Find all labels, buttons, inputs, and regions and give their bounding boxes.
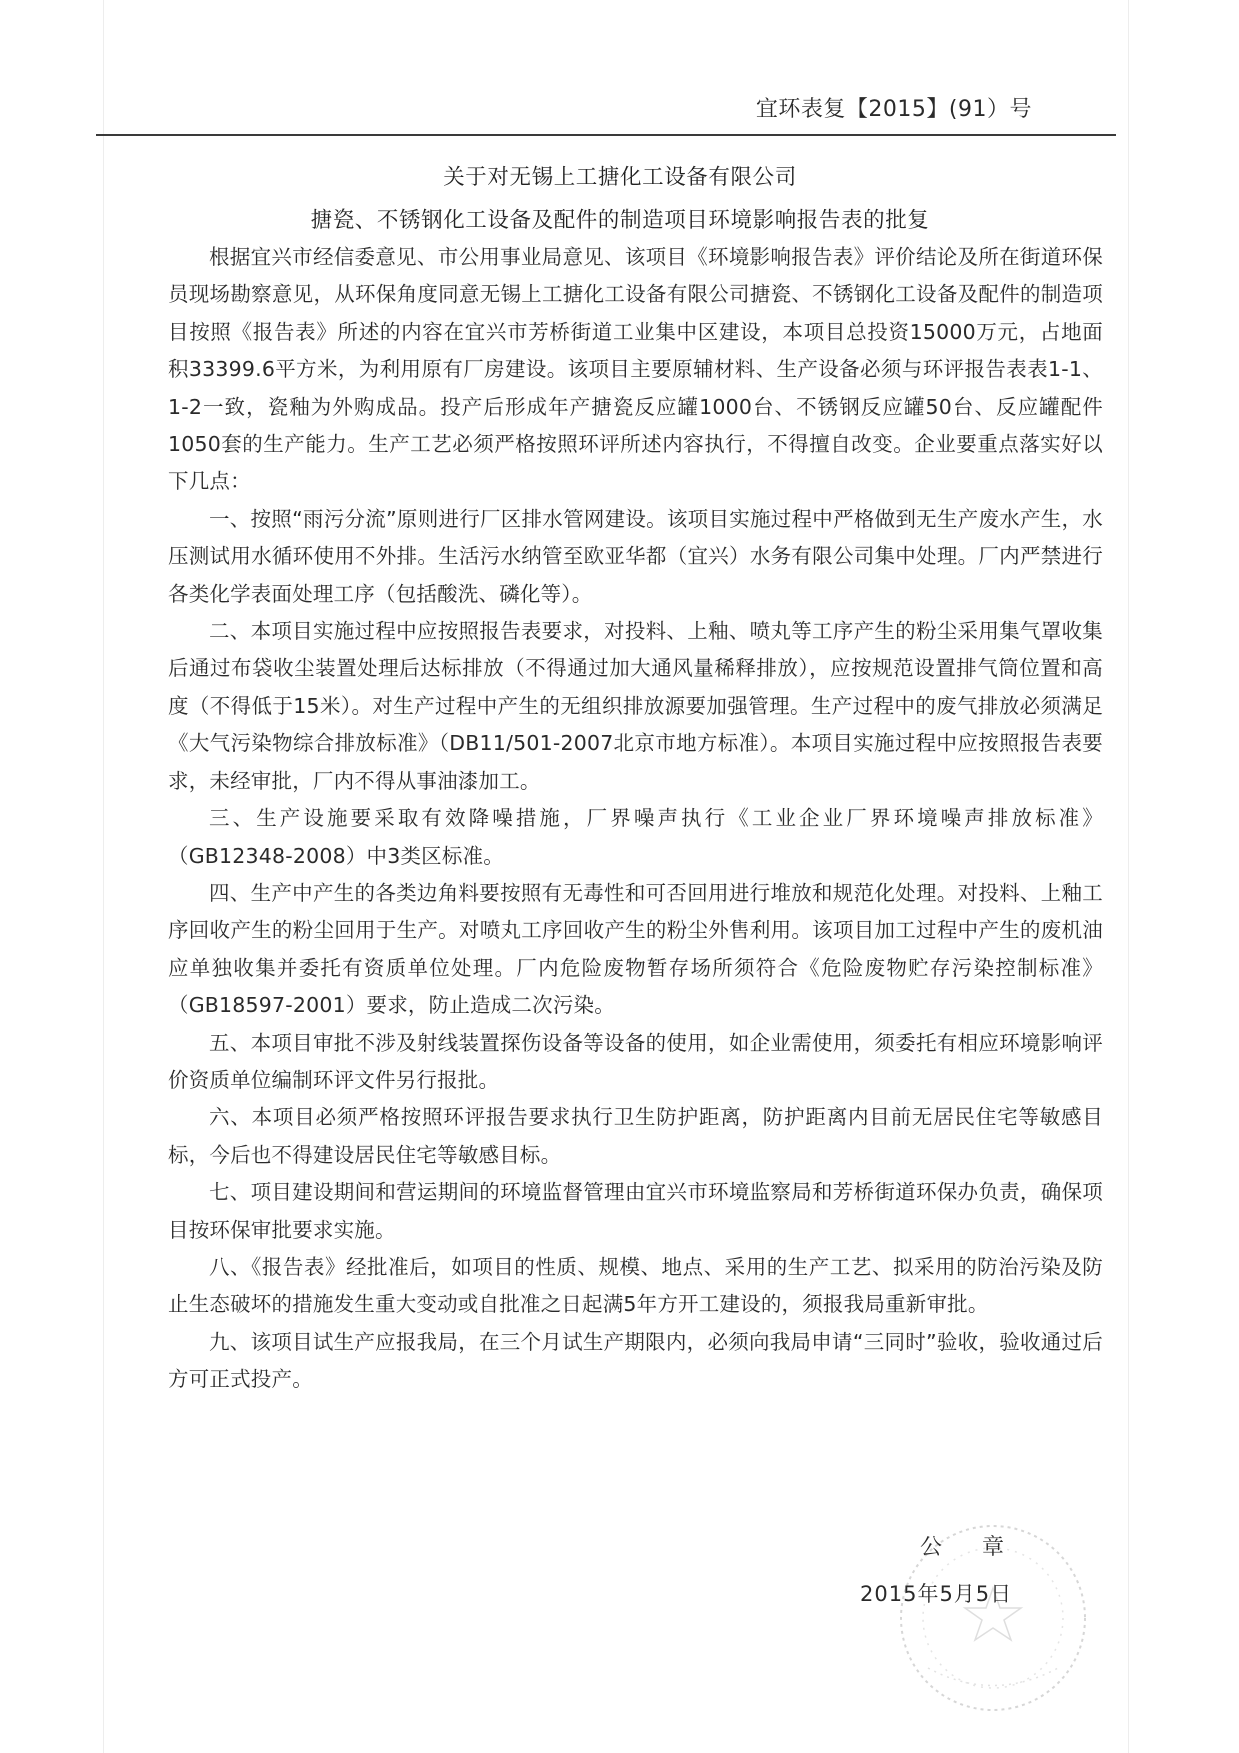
paragraph-item-3: 三、生产设施要采取有效降噪措施，厂界噪声执行《工业企业厂界环境噪声排放标准》（GB12348-2008）中3类区标准。 bbox=[168, 806, 1103, 868]
paragraph-item-7: 七、项目建设期间和营运期间的环境监督管理由宜兴市环境监察局和芳桥街道环保办负责，确保项目按环保审批要求实施。 bbox=[168, 1180, 1103, 1242]
fold-line bbox=[1128, 0, 1129, 1753]
paragraph-intro: 根据宜兴市经信委意见、市公用事业局意见、该项目《环境影响报告表》评价结论及所在街道环保员现场勘察意见，从环保角度同意无锡上工搪化工设备有限公司搪瓷、不锈钢化工设备及配件的制造项目按照《报告表》所述的内容在宜兴市芳桥街道工业集中区建设，本项目总投资15000万元，占地面积33399.6平方米，为利用原有厂房建设。该项目主要原辅材料、生产设备必须与环评报告表表1-1、1-2一致，瓷釉为外购成品。投产后形成年产搪瓷反应罐1000台、不锈钢反应罐50台、反应罐配件 1050套的生产能力。生产工艺必须严格按照环评所述内容执行，不得擅自改变。企业要重点落实好以下几点： bbox=[168, 245, 1103, 494]
seal-label: 公章 bbox=[920, 1535, 1045, 1560]
paragraph-item-8: 八、《报告表》经批准后，如项目的性质、规模、地点、采用的生产工艺、拟采用的防治污染及防止生态破坏的措施发生重大变动或自批准之日起满5年方开工建设的，须报我局重新审批。 bbox=[168, 1254, 1103, 1317]
paragraph-item-4: 四、生产中产生的各类边角料要按照有无毒性和可否回用进行堆放和规范化处理。对投料、上釉工序回收产生的粉尘回用于生产。对喷丸工序回收产生的粉尘外售利用。该项目加工过程中产生的废机油应单独收集并委托有资质单位处理。厂内危险废物暂存场所须符合《危险废物贮存污染控制标准》（GB18597-2001）要求，防止造成二次污染。 bbox=[168, 880, 1103, 1018]
signature-date: 2015年5月5日 bbox=[860, 1582, 1013, 1606]
document-title-line-2: 搪瓷、不锈钢化工设备及配件的制造项目环境影响报告表的批复 bbox=[310, 208, 930, 233]
paragraph-item-5: 五、本项目审批不涉及射线装置探伤设备等设备的使用，如企业需使用，须委托有相应环境影响评价资质单位编制环评文件另行报批。 bbox=[168, 1030, 1103, 1092]
document-number: 宜环表复【2015】(91）号 bbox=[755, 97, 1032, 122]
paragraph-item-9: 九、该项目试生产应报我局，在三个月试生产期限内，必须向我局申请“三同时”验收，验收通过后方可正式投产。 bbox=[168, 1329, 1103, 1392]
paragraph-item-1: 一、按照“雨污分流”原则进行厂区排水管网建设。该项目实施过程中严格做到无生产废水产生，水压测试用水循环使用不外排。生活污水纳管至欧亚华都（宜兴）水务有限公司集中处理。厂内严禁进行各类化学表面处理工序（包括酸洗、磷化等）。 bbox=[168, 506, 1103, 606]
paragraph-item-6: 六、本项目必须严格按照环评报告要求执行卫生防护距离，防护距离内目前无居民住宅等敏感目标，今后也不得建设居民住宅等敏感目标。 bbox=[168, 1105, 1103, 1167]
document-title-line-1: 关于对无锡上工搪化工设备有限公司 bbox=[443, 165, 797, 190]
paragraph-item-2: 二、本项目实施过程中应按照报告表要求，对投料、上釉、喷丸等工序产生的粉尘采用集气罩收集后通过布袋收尘装置处理后达标排放（不得通过加大通风量稀释排放），应按规范设置排气筒位置和高度（不得低于15米）。对生产过程中产生的无组织排放源要加强管理。生产过程中的废气排放必须满足《大气污染物综合排放标准》（DB11/501-2007北京市地方标准）。本项目实施过程中应按照报告表要求，未经审批，厂内不得从事油漆加工。 bbox=[168, 619, 1103, 793]
fold-line bbox=[103, 0, 104, 1753]
document-body bbox=[168, 239, 1103, 1399]
header-rule bbox=[96, 134, 1116, 136]
